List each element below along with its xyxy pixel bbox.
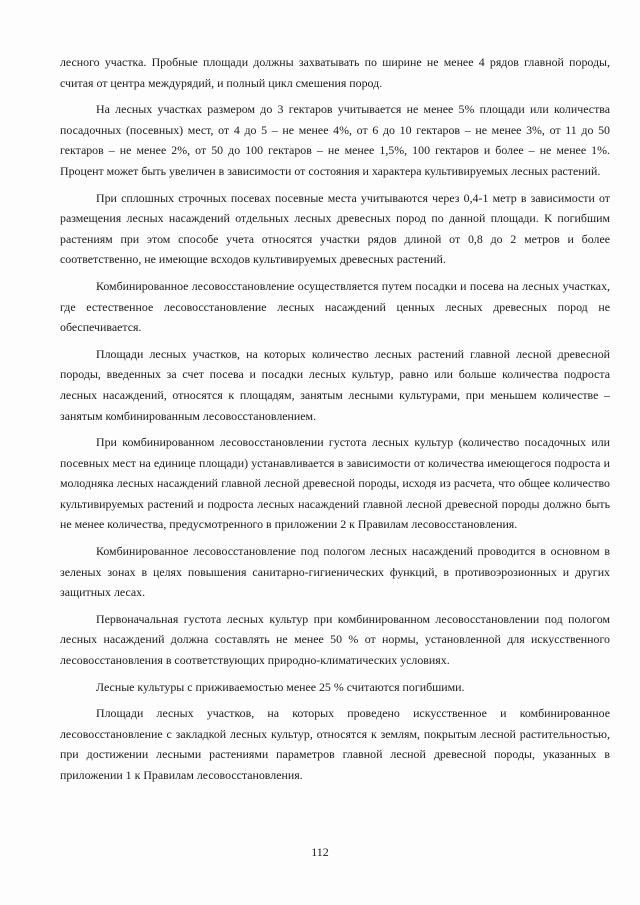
paragraph-continuation: лесного участка. Пробные площади должны захватывать по ширине не менее 4 рядов главной породы, считая от центра междурядий, и полный цикл смешения пород. xyxy=(60,55,610,90)
paragraph-plot-classification: Площади лесных участков, на которых количество лесных растений главной лесной древесной породы, введенных за счет посева и посадки лесных культур, равно или больше количества подроста лесных насаждений, относятся к площадям, занятым лесными культурами, при меньшем количестве – занятым комбинированным лесовосстановлением. xyxy=(60,346,610,423)
paragraph-accounting-percentages: На лесных участках размером до 3 гектаров учитывается не менее 5% площади или количества посадочных (посевных) мест, от 4 до 5 – не менее 4%, от 6 до 10 гектаров – не менее 3%, от 11 до 50 гектаров – не менее 2%, от 50 до 100 гектаров – не менее 1,5%, 100 гектаров и более – не менее 1%. Процент может быть увеличен в зависимости от состояния и характера культивируемых лесных растений. xyxy=(60,102,610,178)
paragraph-initial-density: Первоначальная густота лесных культур при комбинированном лесовосстановлении под пологом лесных насаждений должна составлять не менее 50 % от нормы, установленной для искусственного лесовосстановления в соответствующих природно-климатических условиях. xyxy=(60,611,610,668)
page-number: 112 xyxy=(311,845,329,859)
paragraph-forest-cover-lands: Площади лесных участков, на которых проведено искусственное и комбинированное лесовосстановление с закладкой лесных культур, относятся к землям, покрытым лесной растительностью, при достижении лесными растениями параметров главной лесной древесной породы, указанных в приложении 1 к Правилам лесовосстановления. xyxy=(60,706,610,782)
paragraph-survival-rate: Лесные культуры с приживаемостью менее 25 % считаются погибшими. xyxy=(96,679,465,694)
paragraph-planting-density: При комбинированном лесовосстановлении густота лесных культур (количество посадочных или посевных мест на единице площади) устанавливается в зависимости от количества имеющегося подроста и молодняка лесных насаждений главной лесной древесной породы, исходя из расчета, что общее количество культивируемых растений и подроста лесных насаждений главной лесной древесной породы должно быть не менее количества, предусмотренного в приложении 2 к Правилам лесовосстановления. xyxy=(60,435,610,532)
paragraph-combined-reforestation: Комбинированное лесовосстановление осуществляется путем посадки и посева на лесных участках, где естественное лесовосстановление лесных насаждений ценных лесных древесных пород не обеспечивается. xyxy=(60,278,610,335)
paragraph-row-sowing: При сплошных строчных посевах посевные места учитываются через 0,4-1 метр в зависимости от размещения лесных насаждений отдельных лесных древесных пород по данной площади. К погибшим растениям при этом способе учета относятся участки рядов длиной от 0,8 до 2 метров и более соответственно, не имеющие всходов культивируемых древесных растений. xyxy=(60,190,610,267)
paragraph-under-canopy: Комбинированное лесовосстановление под пологом лесных насаждений проводится в основном в зеленых зонах в целях повышения санитарно-гигиенических функций, в противоэрозионных и других защитных лесах. xyxy=(60,544,610,600)
